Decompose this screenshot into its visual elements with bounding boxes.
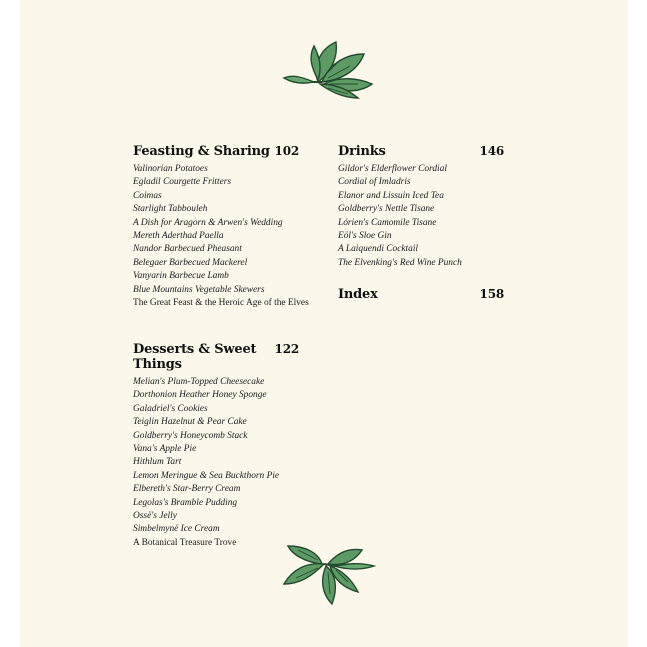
recipe-item: Valinorian Potatoes [133, 164, 208, 174]
recipe-item: Lemon Meringue & Sea Buckthorn Pie [133, 470, 280, 481]
recipe-item: Legolas's Bramble Pudding [133, 497, 238, 508]
section-title: Index [338, 287, 378, 302]
section-heading [338, 144, 504, 159]
section-heading [133, 144, 299, 159]
section-desserts-and-sweet-things [133, 342, 299, 550]
page-number: 146 [479, 144, 504, 158]
page-number: 122 [274, 342, 299, 356]
essay-item: A Botanical Treasure Trove [133, 537, 237, 548]
section-drinks [338, 144, 504, 270]
recipe-item: Goldberry's Nettle Tisane [338, 204, 435, 215]
recipe-item: The Elvenking's Red Wine Punch [338, 257, 462, 268]
section-title: Desserts & Sweet Things [133, 342, 257, 372]
page-number: 158 [479, 287, 504, 301]
section-feasting-and-sharing [133, 144, 309, 310]
recipe-item: Dorthonion Heather Honey Sponge [133, 390, 267, 401]
recipe-item: Teiglin Hazelnut & Pear Cake [133, 417, 247, 428]
recipe-item: A Laiquendi Cocktail [338, 244, 419, 255]
recipe-item: Elbereth's Star-Berry Cream [133, 484, 241, 495]
recipe-item: Galadriel's Cookies [133, 403, 208, 414]
recipe-list [133, 376, 299, 550]
section-heading [338, 287, 504, 302]
recipe-item: Egladil Courgette Fritters [133, 177, 232, 188]
essay-item: The Great Feast & the Heroic Age of the Elves [133, 298, 309, 309]
book-page [20, 0, 628, 647]
leaf-sprig-icon [278, 38, 378, 100]
recipe-item: Goldberry's Honeycomb Stack [133, 430, 248, 441]
recipe-item: Melian's Plum-Topped Cheesecake [133, 377, 265, 387]
recipe-item: Simbelmynë Ice Cream [133, 524, 220, 535]
recipe-item: Elanor and Lissuin Iced Tea [338, 190, 444, 201]
recipe-item: Belegaer Barbecued Mackerel [133, 257, 248, 268]
recipe-item: Vanyarin Barbecue Lamb [133, 271, 229, 282]
recipe-item: Nandor Barbecued Pheasant [133, 244, 242, 255]
recipe-item: Eöl's Sloe Gin [338, 231, 392, 242]
recipe-item: Blue Mountains Vegetable Skewers [133, 284, 265, 295]
section-title: Feasting & Sharing [133, 144, 270, 159]
recipe-item: Hithlum Tart [133, 457, 182, 468]
recipe-list [133, 163, 309, 310]
recipe-item: Cordial of Imladris [338, 177, 411, 188]
leaf-sprig-icon [278, 544, 378, 606]
recipe-item: Starlight Tabbouleh [133, 204, 208, 215]
section-title: Drinks [338, 144, 386, 159]
recipe-item: Ossë's Jelly [133, 511, 177, 522]
recipe-item: A Dish for Aragorn & Arwen's Wedding [133, 217, 283, 228]
page-number: 102 [274, 144, 299, 158]
recipe-item: Gildor's Elderflower Cordial [338, 164, 447, 174]
recipe-item: Vana's Apple Pie [133, 444, 197, 455]
section-heading [133, 342, 299, 372]
section-index [338, 287, 504, 302]
recipe-item: Mereth Aderthad Paella [133, 231, 224, 242]
recipe-item: Coimas [133, 190, 162, 201]
recipe-item: Lórien's Camomile Tisane [338, 217, 437, 228]
recipe-list [338, 163, 504, 270]
